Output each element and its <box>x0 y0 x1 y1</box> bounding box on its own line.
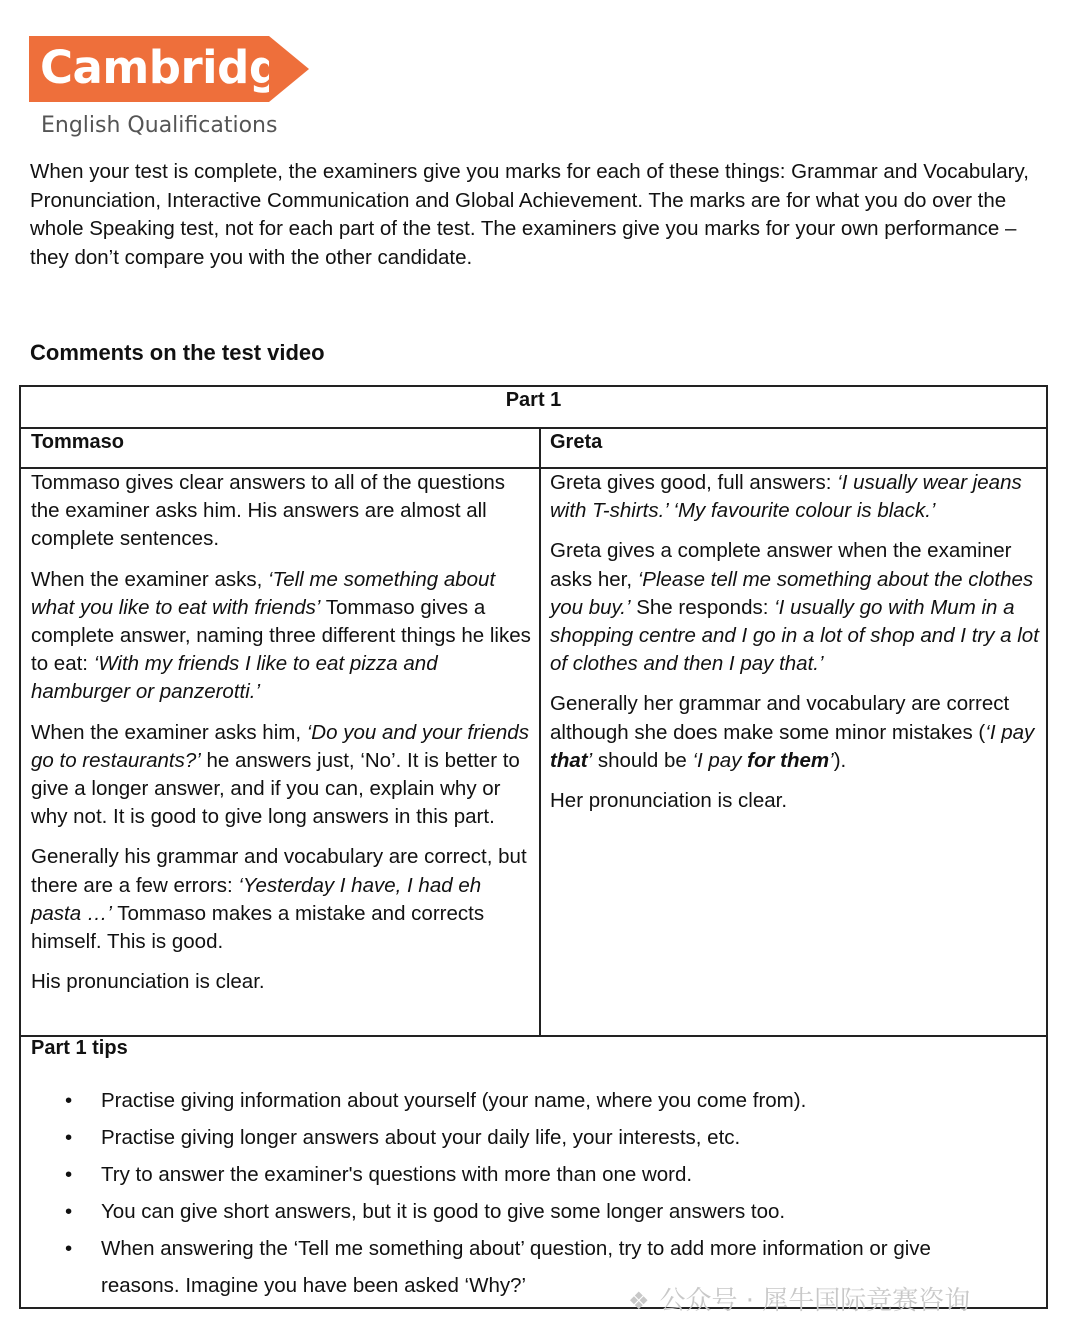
watermark <box>628 1280 970 1317</box>
logo-wordmark: Cambridge <box>29 36 269 102</box>
part-title: Part 1 <box>505 389 562 411</box>
tip-item: • Practise giving longer answers about your daily life, your interests, etc. <box>65 1126 741 1149</box>
greta-comments <box>550 469 1040 827</box>
table-divider <box>21 1035 1046 1037</box>
tommaso-para-2: When the examiner asks, ‘Tell me something about what you like to eat with friends’ Tommaso gives a complete answer, naming three different things he likes to eat: ‘With my friends I like to eat pizza and hamburger or panzerotti.’ <box>31 567 531 704</box>
section-title: Comments on the test video <box>30 340 325 365</box>
tommaso-para-5: His pronunciation is clear. <box>31 970 265 994</box>
tip-item: • Practise giving information about yourself (your name, where you come from). <box>65 1089 807 1112</box>
tips-title: Part 1 tips <box>31 1037 128 1059</box>
tips-list <box>63 1082 1003 1304</box>
column-header-tommaso: Tommaso <box>31 431 124 453</box>
greta-para-4: Her pronunciation is clear. <box>550 789 788 813</box>
column-divider <box>539 427 541 1037</box>
column-header-greta: Greta <box>550 431 603 453</box>
comments-table <box>19 385 1048 1309</box>
tommaso-comments <box>31 469 531 1008</box>
logo-arrow-shape <box>269 36 309 102</box>
greta-para-2: Greta gives a complete answer when the examiner asks her, ‘Please tell me something about the clothes you buy.’ She responds: ‘I usually go with Mum in a shopping centre and I go in a lot of shop and I try a lot of clothes and then I pay that.’ <box>550 539 1039 676</box>
tip-item: • Try to answer the examiner's questions with more than one word. <box>65 1163 693 1186</box>
tommaso-para-3: When the examiner asks him, ‘Do you and your friends go to restaurants?’ he answers just, ‘No’. It is better to give a longer answer, and if you can, explain why or why not. It is good to give long answers in this part. <box>31 720 529 829</box>
logo-subtitle: English Qualifications <box>41 113 278 138</box>
table-divider <box>21 427 1046 429</box>
watermark-text: 公众号 · 犀牛国际竞赛咨询 <box>659 1286 971 1316</box>
tommaso-para-4: Generally his grammar and vocabulary are correct, but there are a few errors: ‘Yesterday I have, I had eh pasta …’ Tommaso makes a mistake and corrects himself. This is good. <box>31 845 527 954</box>
wechat-icon: ❖ <box>628 1287 650 1315</box>
intro-paragraph: When your test is complete, the examiners give you marks for each of these things: Grammar and Vocabulary, Pronunciation, Interactive Communication and Global Achievement. The marks are for what you do over the whole Speaking test, not for each part of the test. The examiners give you marks for your own performance – they don’t compare you with the other candidate. <box>30 160 1029 269</box>
tip-item: • You can give short answers, but it is good to give some longer answers too. <box>65 1200 786 1223</box>
greta-para-1: Greta gives good, full answers: ‘I usually wear jeans with T-shirts.’ ‘My favourite colour is black.’ <box>550 471 1022 523</box>
greta-para-3: Generally her grammar and vocabulary are correct although she does make some minor mistakes (‘I pay that’ should be ‘I pay for them’). <box>550 692 1035 772</box>
tommaso-para-1: Tommaso gives clear answers to all of the questions the examiner asks him. His answers are almost all complete sentences. <box>31 471 506 551</box>
tip-item: • When answering the ‘Tell me something about’ question, try to add more information or give reasons. Imagine you have been asked ‘Why?’ <box>65 1237 931 1297</box>
